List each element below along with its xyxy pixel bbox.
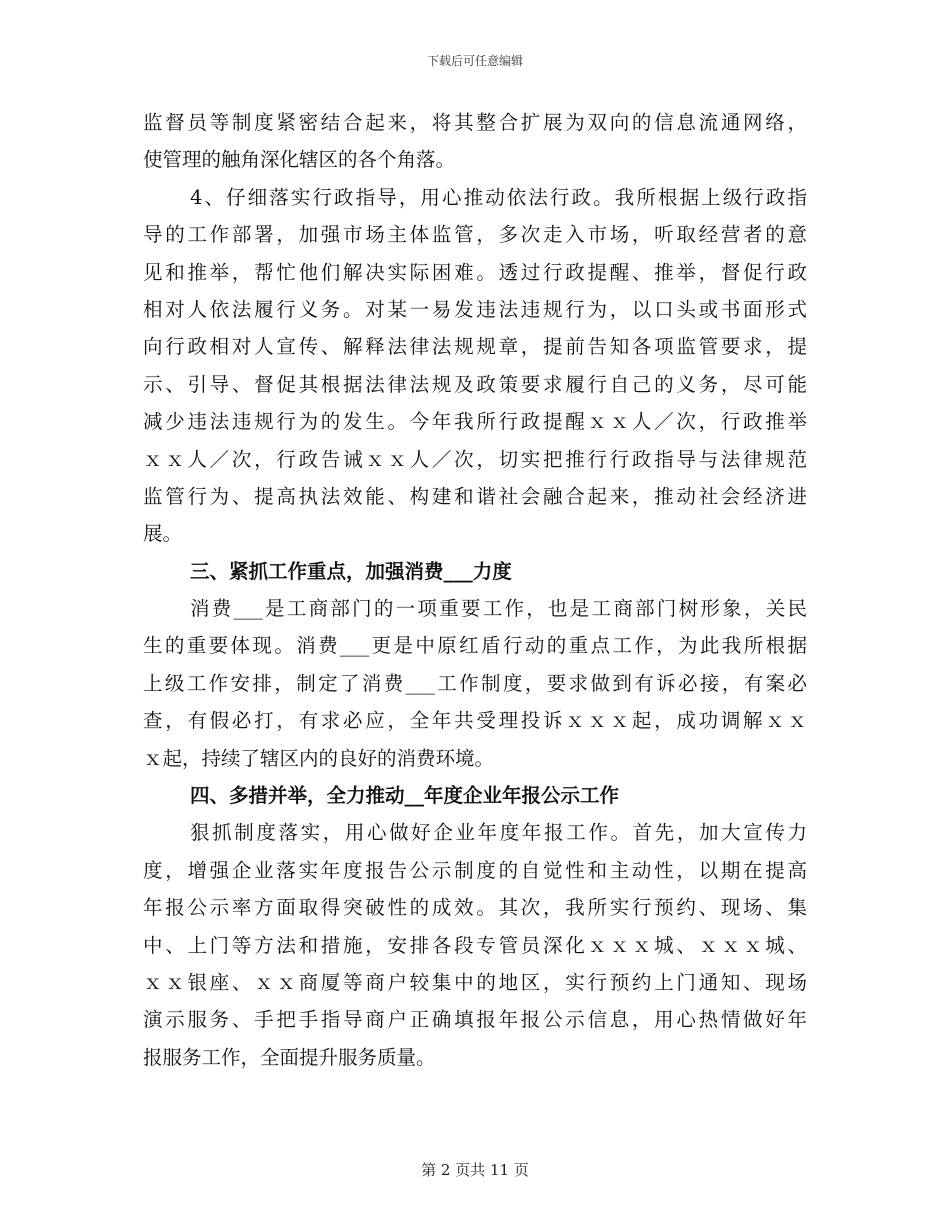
text-line: 展。 [143,522,183,546]
text-line: 使管理的触角深化辖区的各个角落。 [143,148,456,172]
text-line: 狠抓制度落实，用心做好企业年度年报工作。首先，加大宣传力 [190,821,807,845]
text-line: 中、上门等方法和措施，安排各段专管员深化ｘｘｘ城、ｘｘｘ城、 [143,933,807,957]
text-line: 相对人依法履行义务。对某一易发违法违规行为，以口头或书面形式 [143,297,807,321]
text-line: 监督员等制度紧密结合起来，将其整合扩展为双向的信息流通网络， [143,111,807,134]
text-line: 演示服务、手把手指导商户正确填报年报公示信息，用心热情做好年 [143,1008,807,1032]
document-body [143,104,807,1076]
text-line: 示、引导、督促其根据法律法规及政策要求履行自己的义务，尽可能 [143,372,807,396]
page-footer: 第 2 页共 11 页 [421,1161,529,1179]
text-line: 监管行为、提高执法效能、构建和谐社会融合起来，推动社会经济进 [143,484,807,508]
text-line: 报服务工作，全面提升服务质量。 [143,1045,436,1069]
text-line: 向行政相对人宣传、解释法律法规规章，提前告知各项监管要求，提 [143,335,807,359]
text-line: 年报公示率方面取得突破性的成效。其次，我所实行预约、现场、集 [143,896,807,920]
text-line: 生的重要体现。消费___更是中原红盾行动的重点工作，为此我所根据 [143,634,807,658]
page-header: 下载后可任意编辑 [426,54,523,68]
text-line: ｘ起，持续了辖区内的良好的消费环境。 [143,746,495,770]
text-line: 减少违法违规行为的发生。今年我所行政提醒ｘｘ人／次，行政推举 [143,410,807,434]
text-line: 查，有假必打，有求必应，全年共受理投诉ｘｘｘ起，成功调解ｘｘ [143,709,807,733]
text-line: 消费___是工商部门的一项重要工作，也是工商部门树形象，关民 [190,597,807,621]
text-line: 导的工作部署，加强市场主体监管，多次走入市场，听取经营者的意 [143,223,807,247]
text-line: 4、仔细落实行政指导，用心推动依法行政。我所根据上级行政指 [190,185,807,209]
text-line: 上级工作安排，制定了消费___工作制度，要求做到有诉必接，有案必 [143,671,807,695]
text-line: 度，增强企业落实年度报告公示制度的自觉性和主动性，以期在提高 [143,858,807,882]
text-line: ｘｘ银座、ｘｘ商厦等商户较集中的地区，实行预约上门通知、现场 [143,970,807,994]
text-line: 见和推举，帮忙他们解决实际困难。透过行政提醒、推举，督促行政 [143,260,807,284]
section-heading: 四、多措并举，全力推动__年度企业年报公示工作 [190,784,620,808]
text-line: ｘｘ人／次，行政告诫ｘｘ人／次，切实把推行行政指导与法律规范 [143,447,807,471]
section-heading: 三、紧抓工作重点，加强消费___力度 [190,559,512,583]
